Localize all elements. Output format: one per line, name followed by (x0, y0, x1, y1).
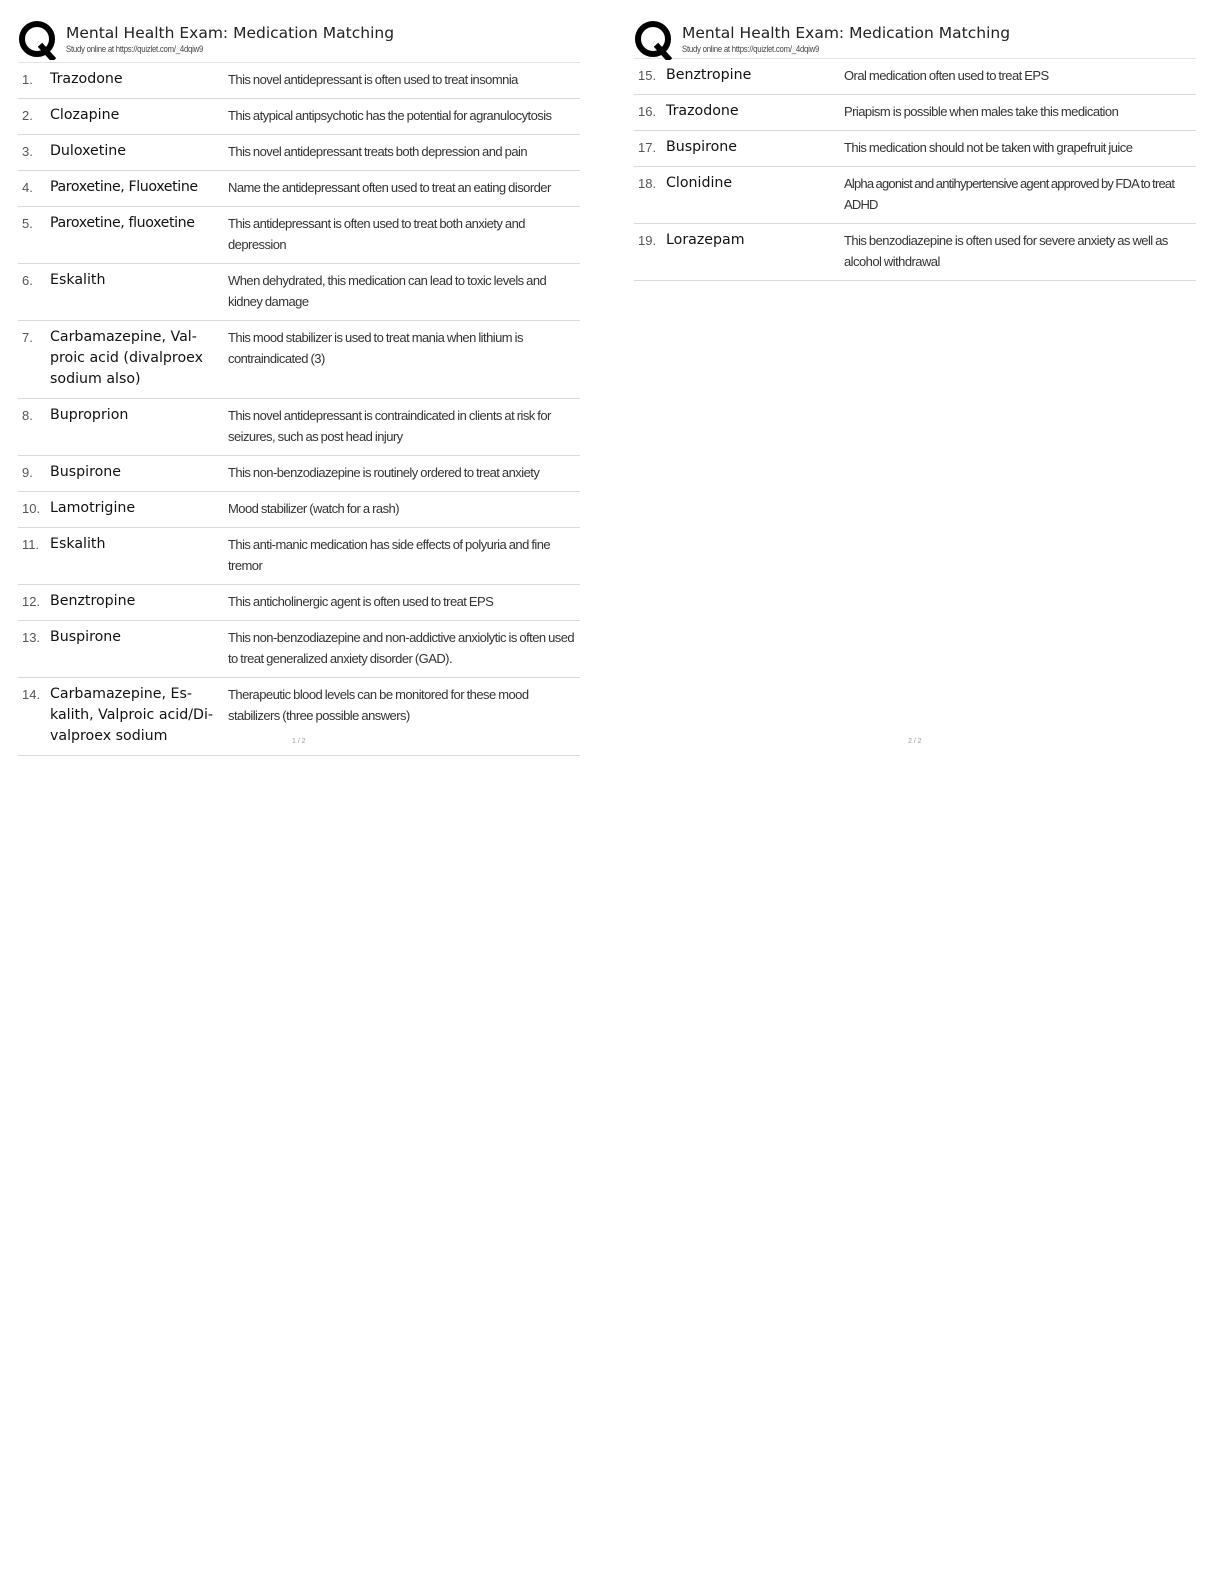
quizlet-logo-icon (634, 20, 674, 60)
list-item (18, 63, 580, 99)
item-term: Buspirone (50, 464, 121, 480)
item-definition: This atypical antipsychotic has the potential for agranulocytosis (228, 108, 552, 123)
list-item (18, 171, 580, 207)
page-1 (18, 20, 580, 756)
item-definition: Alpha agonist and antihypertensive agent approved by FDA to treat ADHD (844, 176, 1175, 212)
item-number: 6. (22, 273, 33, 288)
list-item (18, 321, 580, 399)
page-number: 2 / 2 (908, 738, 922, 745)
list-item (18, 135, 580, 171)
item-term: Benztropine (50, 593, 136, 609)
item-number: 13. (22, 630, 41, 645)
item-number: 4. (22, 180, 33, 195)
item-number: 1. (22, 72, 33, 87)
item-definition: Oral medication often used to treat EPS (844, 68, 1049, 83)
list-item (18, 207, 580, 264)
item-definition: When dehydrated, this medication can lead to toxic levels and kidney damage (228, 273, 547, 309)
page-header (634, 20, 1196, 62)
page-number: 1 / 2 (292, 738, 306, 745)
list-item (634, 59, 1196, 95)
item-definition: This benzodiazepine is often used for severe anxiety as well as alcohol withdrawal (844, 233, 1168, 269)
item-term: Trazodone (50, 71, 123, 87)
list-item (18, 399, 580, 456)
item-definition: This novel antidepressant treats both depression and pain (228, 144, 528, 159)
item-number: 19. (638, 233, 657, 248)
list-item (18, 528, 580, 585)
item-term: Clonidine (666, 175, 733, 191)
item-term: Carbamazepine, Val-proic acid (divalproex sodium also) (50, 329, 204, 387)
list-item (18, 492, 580, 528)
list-item (18, 585, 580, 621)
item-definition: This novel antidepressant is often used to treat insomnia (228, 72, 518, 87)
page-header (18, 20, 580, 62)
list-item (634, 95, 1196, 131)
item-number: 18. (638, 176, 657, 191)
item-definition: Therapeutic blood levels can be monitored for these mood stabilizers (three possible answers) (228, 687, 529, 723)
list-item (634, 167, 1196, 224)
item-definition: This non-benzodiazepine is routinely ordered to treat anxiety (228, 465, 540, 480)
item-term: Lamotrigine (50, 500, 136, 516)
item-number: 16. (638, 104, 657, 119)
list-item (18, 264, 580, 321)
item-definition: This mood stabilizer is used to treat mania when lithium is contraindicated (3) (228, 330, 523, 366)
item-number: 17. (638, 140, 657, 155)
item-definition: Mood stabilizer (watch for a rash) (228, 501, 399, 516)
study-link[interactable]: Study online at https://quizlet.com/_4dqiw9 (682, 44, 820, 55)
item-number: 14. (22, 687, 41, 702)
item-term: Buproprion (50, 407, 129, 423)
item-number: 11. (22, 537, 40, 552)
item-number: 3. (22, 144, 33, 159)
item-number: 9. (22, 465, 33, 480)
item-term: Paroxetine, Fluoxetine (50, 179, 198, 195)
item-number: 10. (22, 501, 41, 516)
item-term: Carbamazepine, Es-kalith, Valproic acid/Di-valproex sodium (50, 686, 214, 744)
item-number: 7. (22, 330, 33, 345)
item-definition: This anticholinergic agent is often used to treat EPS (228, 594, 494, 609)
item-definition: This antidepressant is often used to treat both anxiety and depression (228, 216, 525, 252)
item-term: Buspirone (666, 139, 737, 155)
item-number: 12. (22, 594, 41, 609)
item-definition: This non-benzodiazepine and non-addictive anxiolytic is often used to treat generalized anxiety disorder (GAD). (228, 630, 575, 666)
item-number: 2. (22, 108, 33, 123)
item-term: Clozapine (50, 107, 120, 123)
term-list (634, 58, 1196, 281)
item-term: Buspirone (50, 629, 121, 645)
list-item (18, 456, 580, 492)
item-definition: This anti-manic medication has side effects of polyuria and fine tremor (228, 537, 551, 573)
document-title: Mental Health Exam: Medication Matching (66, 24, 395, 42)
item-definition: Name the antidepressant often used to treat an eating disorder (228, 180, 551, 195)
page-2 (634, 20, 1196, 281)
item-term: Trazodone (666, 103, 739, 119)
study-link[interactable]: Study online at https://quizlet.com/_4dqiw9 (66, 44, 204, 55)
list-item (634, 224, 1196, 281)
item-number: 5. (22, 216, 33, 231)
item-definition: This medication should not be taken with grapefruit juice (844, 140, 1133, 155)
term-list (18, 62, 580, 756)
item-definition: This novel antidepressant is contraindicated in clients at risk for seizures, such as post head injury (228, 408, 551, 444)
item-number: 8. (22, 408, 33, 423)
list-item (18, 621, 580, 678)
item-definition: Priapism is possible when males take this medication (844, 104, 1119, 119)
item-term: Paroxetine, fluoxetine (50, 215, 195, 231)
quizlet-logo-icon (18, 20, 58, 60)
item-term: Eskalith (50, 272, 106, 288)
item-term: Eskalith (50, 536, 106, 552)
item-number: 15. (638, 68, 657, 83)
item-term: Duloxetine (50, 143, 127, 159)
item-term: Lorazepam (666, 232, 745, 248)
list-item (634, 131, 1196, 167)
item-term: Benztropine (666, 67, 752, 83)
list-item (18, 99, 580, 135)
document-title: Mental Health Exam: Medication Matching (682, 24, 1011, 42)
